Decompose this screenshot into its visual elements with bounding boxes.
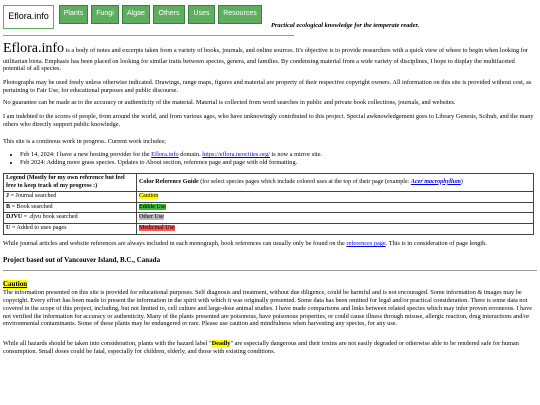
nav-resources-button[interactable]: Resources xyxy=(218,5,262,24)
table-row xyxy=(4,174,534,192)
edible-use-swatch: Edible Use xyxy=(139,203,166,210)
section-divider xyxy=(3,270,537,271)
color-guide-header-cell: Color Reference Guide (for select species pages which include colored uses at the top of their page (example: Acer macrophyllum) xyxy=(137,174,534,192)
site-tagline: Practical ecological knowledge for the temperate reader. xyxy=(271,22,420,29)
top-nav xyxy=(3,5,265,29)
table-row xyxy=(4,202,534,213)
nav-others-button[interactable]: Others xyxy=(153,5,185,24)
color-cell xyxy=(137,202,534,213)
legend-table xyxy=(3,173,534,235)
nav-home-button[interactable]: Eflora.info xyxy=(3,5,54,29)
legend-key-cell: DJVU = .djvu book searched xyxy=(4,213,137,224)
list-item: • Feb 2024: Adding more grass species. Updates to About section, reference page and page with old formatting. xyxy=(20,159,540,167)
neocities-link[interactable]: https://eflora.neocities.org/ xyxy=(202,151,270,158)
updates-intro: This site is a continous work in progress. Current work includes; xyxy=(3,138,166,145)
update-text: Feb 14, 2024: I have a new hosting provider for the xyxy=(20,151,152,158)
legend-header-cell: Legend (Mostly for my own reference but feel free to keep track of my progress :) xyxy=(4,174,137,192)
legend-key-cell: U = Added to uses pages xyxy=(4,224,137,235)
updates-list xyxy=(3,151,540,167)
photos-paragraph: Photographs may be used freely unless otherwise indicated. Drawings, range maps, figures and material are property of their respective copyright owners. All information on this site is provided without cost, as pertaining to Fair Use, for educational purposes and public discourse. xyxy=(3,79,532,94)
color-cell xyxy=(137,213,534,224)
guarantee-paragraph: No guarantee can be made as to the accuracy or authenticity of the material. Material is collected from word searches in public and private book collections, journals, and websites. xyxy=(3,99,456,106)
nav-plants-button[interactable]: Plants xyxy=(59,5,88,24)
project-heading: Project based out of Vancouver Island, B.C., Canada xyxy=(3,256,161,264)
references-paragraph: While journal articles and website references are always included in each monograph, book references can usually only be found on the references page. This is in consideration of page length. xyxy=(3,240,487,247)
nav-algae-button[interactable]: Algae xyxy=(122,5,150,24)
eflora-link[interactable]: Eflora.info xyxy=(151,151,179,158)
color-cell xyxy=(137,192,534,203)
intro-text: is a body of notes and excerpts taken from a variety of books, journals, and online sources. It's objective is to provide researchers with a quick view of where to begin when looking for utilitarian biota. Emphasis has been placed on looking for similar traits between species, genera, and families. By condensing material from a wide variety of disciplines, I hope to display the multifaceted potential of all species. xyxy=(3,47,529,73)
list-item xyxy=(20,151,540,159)
nav-fungi-button[interactable]: Fungi xyxy=(91,5,119,24)
update-text: domain. xyxy=(178,151,203,158)
deadly-paragraph: While all hazards should be taken into consideration, plants with the hazard label "Deadly" are especially dangerous and their toxins are not easily degraded or otherwise able to be rendered safe for human consumption. Small doses could be fatal, especially for children, elderly, and those with existing conditions. xyxy=(3,340,519,355)
caution-paragraph: The information presented on this site is provided for educational purposes. Self diagnosis and treatment, without due diligence, could be harmful and is not encouraged. Some information & images may be copyright. Every effort has been made to present the information in the spirit with which it was originally presented. Some data has been omitted for legal and/or practical consideration. There is some data not covered in the scope of this project, including, but not limited to, cell culture and large-dose animal studies. I have made comparisons and links between related species which may infer proven erroneous. I have not verified the information for accuracy or authenticity. Many of the plants presented are poisonous, have poisonous properties, or could cause illness through misuse, allergic reaction, drug interactions and/or environmental contaminants. Some of these plants may be endangered or rare. Please use caution and mindfulness when harvesting any species, for any use. xyxy=(3,289,533,328)
caution-heading: Caution xyxy=(3,280,28,288)
color-cell xyxy=(137,224,534,235)
acer-example-link[interactable]: Acer macrophyllum xyxy=(410,178,461,185)
table-row xyxy=(4,224,534,235)
medicinal-use-swatch: Medicinal Use xyxy=(139,225,175,232)
other-use-swatch: Other Use xyxy=(139,214,164,221)
table-row xyxy=(4,192,534,203)
intro-brand: Eflora.info xyxy=(3,41,65,56)
indebted-paragraph: I am indebted to the scores of people, from around the world, and from various ages, who have unknowingly contributed to this project. Special awknowledgement goes to Library Genesis, Scihub, and the many others who directly support public knowledge. xyxy=(3,113,534,128)
legend-key-cell: J = Journal searched xyxy=(4,192,137,203)
deadly-label: Deadly xyxy=(211,340,231,347)
nav-uses-button[interactable]: Uses xyxy=(188,5,215,24)
header-divider xyxy=(3,35,294,36)
references-page-link[interactable]: references page xyxy=(346,240,386,247)
caution-swatch: Caution xyxy=(139,193,159,200)
legend-key-cell: B = Book searched xyxy=(4,202,137,213)
table-row xyxy=(4,213,534,224)
intro-paragraph xyxy=(3,40,536,73)
update-text: is now a mirror site. xyxy=(269,151,323,158)
